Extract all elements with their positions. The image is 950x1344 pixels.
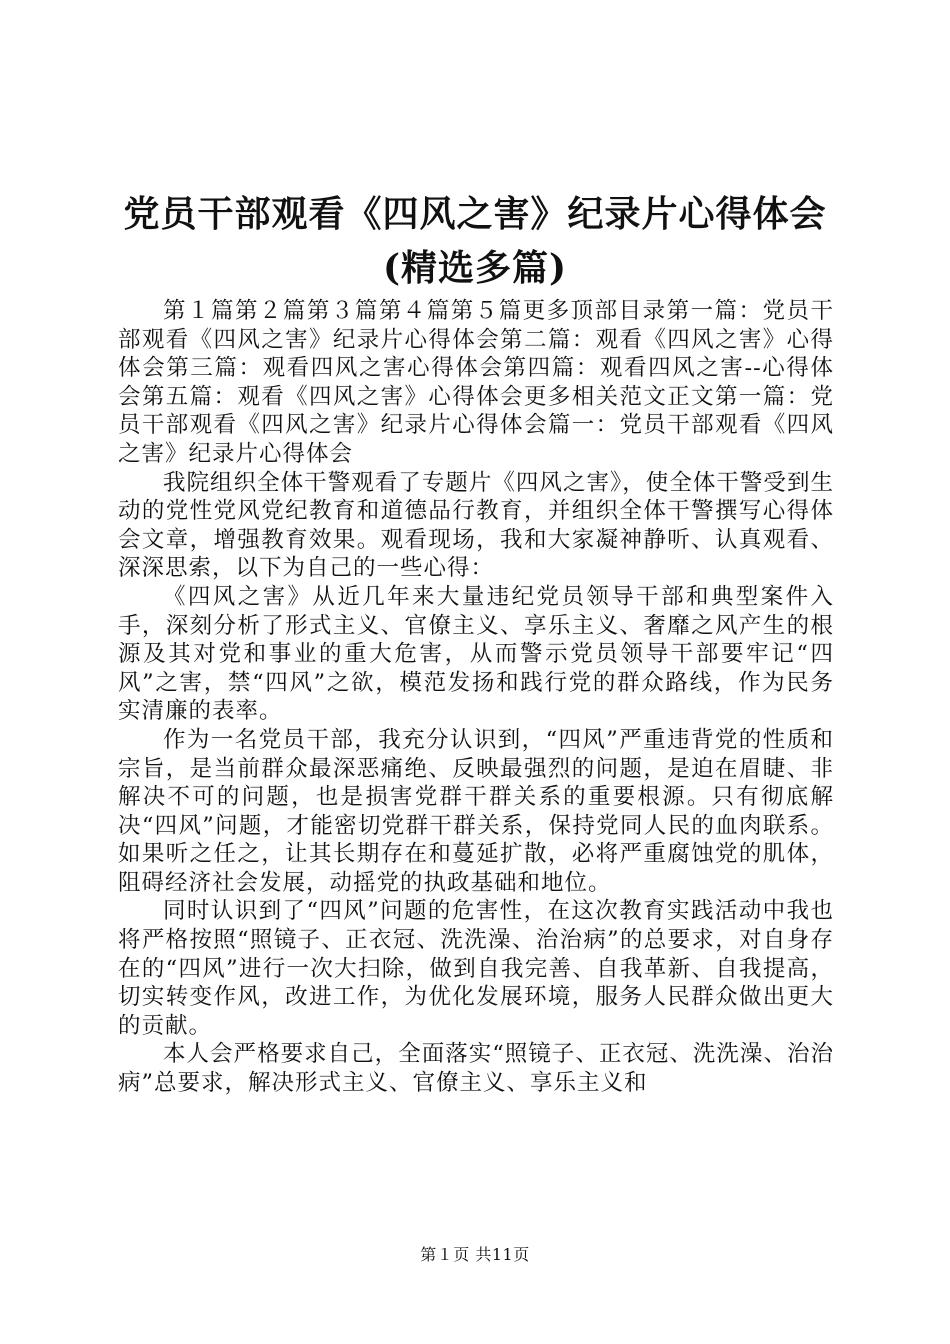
document-title: 党员干部观看《四风之害》纪录片心得体会 — [123, 193, 827, 235]
paragraph: 本人会严格要求自己，全面落实“照镜子、正衣冠、洗洗澡、治治病”总要求，解决形式主义、官僚主义、享乐主义和 — [118, 1041, 834, 1097]
paragraph-toc: 第１篇第２篇第３篇第４篇第５篇更多顶部目录第一篇：党员干部观看《四风之害》纪录片心得体会第二篇：观看《四风之害》心得体会第三篇：观看四风之害心得体会第四篇：观看四风之害--心得体会第五篇：观看《四风之害》心得体会更多相关范文正文第一篇：党员干部观看《四风之害》纪录片心得体会篇一：党员干部观看《四风之害》纪录片心得体会 — [118, 298, 834, 467]
paragraph: 作为一名党员干部，我充分认识到，“四风”严重违背党的性质和宗旨，是当前群众最深恶痛绝、反映最强烈的问题，是迫在眉睫、非解决不可的问题，也是损害党群干群关系的重要根源。只有彻底解决“四风”问题，才能密切党群干群关系，保持党同人民的血肉联系。如果听之任之，让其长期存在和蔓延扩散，必将严重腐蚀党的肌体，阻碍经济社会发展，动摇党的执政基础和地位。 — [118, 726, 834, 896]
paragraph: 同时认识到了“四风”问题的危害性，在这次教育实践活动中我也将严格按照“照镜子、正衣冠、洗洗澡、治治病”的总要求，对自身存在的“四风”进行一次大扫除，做到自我完善、自我革新、自我提高，切实转变作风，改进工作，为优化发展环境，服务人民群众做出更大的贡献。 — [118, 898, 834, 1039]
paragraph: 我院组织全体干警观看了专题片《四风之害》，使全体干警受到生动的党性党风党纪教育和道德品行教育，并组织全体干警撰写心得体会文章，增强教育效果。观看现场，我和大家凝神静听、认真观看、深深思索，以下为自己的一些心得： — [118, 469, 834, 582]
paragraph: 《四风之害》从近几年来大量违纪党员领导干部和典型案件入手，深刻分析了形式主义、官僚主义、享乐主义、奢靡之风产生的根源及其对党和事业的重大危害，从而警示党员领导干部要牢记“四风”之害，禁“四风”之欲，模范发扬和践行党的群众路线，作为民务实清廉的表率。 — [118, 583, 834, 725]
document-body — [118, 297, 834, 1098]
page-footer: 第１页 共11页 — [420, 1245, 530, 1264]
document-subtitle: (精选多篇) — [382, 247, 568, 289]
